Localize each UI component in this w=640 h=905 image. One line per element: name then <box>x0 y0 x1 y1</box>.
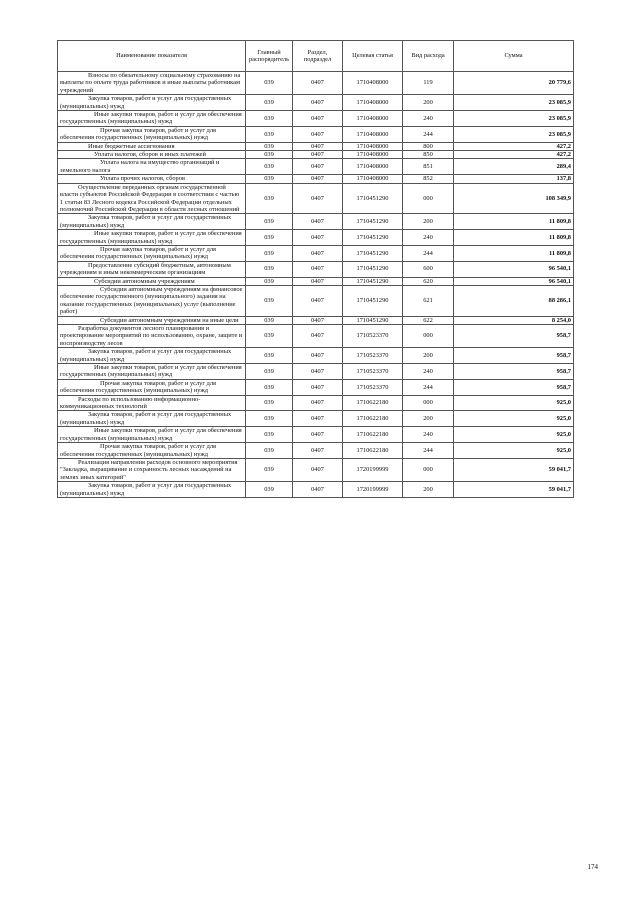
page-number: 174 <box>587 863 598 871</box>
cell-section: 0407 <box>293 261 343 277</box>
cell-exp-type: 240 <box>403 364 454 380</box>
cell-exp-type: 600 <box>403 261 454 277</box>
cell-exp-type: 000 <box>403 325 454 348</box>
cell-grbs: 039 <box>246 230 293 246</box>
cell-target: 1710622180 <box>343 443 403 459</box>
cell-name: Прочая закупка товаров, работ и услуг для обеспечения государственных (муниципальных) нужд <box>58 126 246 142</box>
cell-exp-type: 200 <box>403 95 454 111</box>
cell-target: 1710451290 <box>343 316 403 324</box>
cell-grbs: 039 <box>246 245 293 261</box>
cell-name: Реализация направления расходов основного мероприятия "Закладка, выращивание и сохранность лесных насаждений на землях иных категорий" <box>58 458 246 481</box>
cell-target: 1710408000 <box>343 151 403 159</box>
cell-exp-type: 000 <box>403 395 454 411</box>
cell-sum: 11 809,8 <box>454 245 574 261</box>
cell-grbs: 039 <box>246 151 293 159</box>
table-row <box>58 285 574 316</box>
cell-name: Осуществление переданных органам государственной власти субъектов Российской Федерации в соответствии с частью 1 статьи 83 Лесного кодекса Российской Федерации отдельных полномочий Российской Федерации в области лесных отношений <box>58 183 246 214</box>
header-exp-type: Вид расхода <box>403 41 454 72</box>
cell-grbs: 039 <box>246 348 293 364</box>
cell-grbs: 039 <box>246 214 293 230</box>
cell-exp-type: 850 <box>403 151 454 159</box>
cell-grbs: 039 <box>246 126 293 142</box>
cell-grbs: 039 <box>246 443 293 459</box>
cell-section: 0407 <box>293 482 343 498</box>
cell-section: 0407 <box>293 443 343 459</box>
header-section: Раздел, подраздел <box>293 41 343 72</box>
cell-grbs: 039 <box>246 183 293 214</box>
table-row <box>58 261 574 277</box>
cell-sum: 88 286,1 <box>454 285 574 316</box>
table-row <box>58 325 574 348</box>
cell-name: Расходы по использованию информационно-коммуникационных технологий <box>58 395 246 411</box>
cell-sum: 59 041,7 <box>454 482 574 498</box>
table-body <box>58 72 574 498</box>
table-row <box>58 364 574 380</box>
cell-grbs: 039 <box>246 159 293 175</box>
cell-section: 0407 <box>293 316 343 324</box>
cell-section: 0407 <box>293 126 343 142</box>
cell-sum: 958,7 <box>454 325 574 348</box>
cell-grbs: 039 <box>246 285 293 316</box>
cell-target: 1710451290 <box>343 245 403 261</box>
cell-target: 1720199999 <box>343 458 403 481</box>
cell-section: 0407 <box>293 277 343 285</box>
cell-sum: 427,2 <box>454 142 574 150</box>
cell-section: 0407 <box>293 285 343 316</box>
cell-target: 1710523370 <box>343 325 403 348</box>
table-row <box>58 151 574 159</box>
table-row <box>58 443 574 459</box>
cell-name: Иные закупки товаров, работ и услуг для обеспечения государственных (муниципальных) нужд <box>58 364 246 380</box>
cell-sum: 11 809,8 <box>454 214 574 230</box>
cell-name: Уплата прочих налогов, сборов <box>58 175 246 183</box>
cell-section: 0407 <box>293 230 343 246</box>
cell-name: Закупка товаров, работ и услуг для государственных (муниципальных) нужд <box>58 348 246 364</box>
cell-sum: 289,4 <box>454 159 574 175</box>
cell-target: 1710408000 <box>343 159 403 175</box>
cell-target: 1710523370 <box>343 364 403 380</box>
cell-grbs: 039 <box>246 427 293 443</box>
cell-grbs: 039 <box>246 482 293 498</box>
cell-sum: 958,7 <box>454 348 574 364</box>
cell-grbs: 039 <box>246 411 293 427</box>
cell-name: Взносы по обязательному социальному страхованию на выплаты по оплате труда работников и иные выплаты работникам учреждений <box>58 72 246 95</box>
cell-name: Закупка товаров, работ и услуг для государственных (муниципальных) нужд <box>58 411 246 427</box>
cell-exp-type: 800 <box>403 142 454 150</box>
table-row <box>58 277 574 285</box>
budget-table <box>57 40 574 498</box>
cell-sum: 925,0 <box>454 427 574 443</box>
cell-target: 1710451290 <box>343 277 403 285</box>
cell-name: Иные закупки товаров, работ и услуг для обеспечения государственных (муниципальных) нужд <box>58 230 246 246</box>
cell-grbs: 039 <box>246 395 293 411</box>
cell-exp-type: 851 <box>403 159 454 175</box>
table-row <box>58 348 574 364</box>
table-header-row <box>58 41 574 72</box>
cell-target: 1710408000 <box>343 126 403 142</box>
cell-grbs: 039 <box>246 142 293 150</box>
cell-sum: 108 349,9 <box>454 183 574 214</box>
cell-sum: 925,0 <box>454 395 574 411</box>
table-row <box>58 214 574 230</box>
cell-target: 1710622180 <box>343 427 403 443</box>
cell-name: Иные закупки товаров, работ и услуг для обеспечения государственных (муниципальных) нужд <box>58 427 246 443</box>
cell-target: 1710408000 <box>343 111 403 127</box>
cell-sum: 925,0 <box>454 443 574 459</box>
cell-target: 1710451290 <box>343 214 403 230</box>
cell-exp-type: 244 <box>403 245 454 261</box>
cell-section: 0407 <box>293 348 343 364</box>
cell-name: Субсидии автономным учреждениям <box>58 277 246 285</box>
cell-name: Предоставление субсидий бюджетным, автономным учреждениям и иным некоммерческим организациям <box>58 261 246 277</box>
cell-grbs: 039 <box>246 364 293 380</box>
cell-target: 1710523370 <box>343 379 403 395</box>
cell-section: 0407 <box>293 142 343 150</box>
cell-section: 0407 <box>293 458 343 481</box>
cell-name: Закупка товаров, работ и услуг для государственных (муниципальных) нужд <box>58 95 246 111</box>
cell-sum: 20 779,6 <box>454 72 574 95</box>
cell-name: Прочая закупка товаров, работ и услуг для обеспечения государственных (муниципальных) нужд <box>58 443 246 459</box>
header-sum: Сумма <box>454 41 574 72</box>
cell-section: 0407 <box>293 214 343 230</box>
cell-sum: 96 540,1 <box>454 277 574 285</box>
cell-name: Уплата налогов, сборов и иных платежей <box>58 151 246 159</box>
cell-name: Иные бюджетные ассигнования <box>58 142 246 150</box>
table-row <box>58 159 574 175</box>
cell-target: 1710523370 <box>343 348 403 364</box>
cell-name: Иные закупки товаров, работ и услуг для обеспечения государственных (муниципальных) нужд <box>58 111 246 127</box>
cell-exp-type: 240 <box>403 230 454 246</box>
cell-section: 0407 <box>293 427 343 443</box>
cell-sum: 23 085,9 <box>454 95 574 111</box>
cell-grbs: 039 <box>246 379 293 395</box>
table-row <box>58 175 574 183</box>
cell-grbs: 039 <box>246 458 293 481</box>
cell-section: 0407 <box>293 159 343 175</box>
cell-section: 0407 <box>293 364 343 380</box>
cell-sum: 96 540,1 <box>454 261 574 277</box>
cell-exp-type: 000 <box>403 458 454 481</box>
cell-target: 1710451290 <box>343 183 403 214</box>
cell-exp-type: 622 <box>403 316 454 324</box>
cell-sum: 137,8 <box>454 175 574 183</box>
cell-exp-type: 200 <box>403 214 454 230</box>
cell-grbs: 039 <box>246 175 293 183</box>
cell-name: Прочая закупка товаров, работ и услуг для обеспечения государственных (муниципальных) нужд <box>58 379 246 395</box>
cell-sum: 23 085,9 <box>454 111 574 127</box>
cell-grbs: 039 <box>246 72 293 95</box>
cell-name: Закупка товаров, работ и услуг для государственных (муниципальных) нужд <box>58 482 246 498</box>
table-row <box>58 72 574 95</box>
cell-section: 0407 <box>293 175 343 183</box>
cell-target: 1710451290 <box>343 261 403 277</box>
header-target: Целевая статья <box>343 41 403 72</box>
cell-section: 0407 <box>293 379 343 395</box>
cell-section: 0407 <box>293 245 343 261</box>
cell-name: Закупка товаров, работ и услуг для государственных (муниципальных) нужд <box>58 214 246 230</box>
table-row <box>58 126 574 142</box>
table-row <box>58 316 574 324</box>
cell-grbs: 039 <box>246 316 293 324</box>
table-row <box>58 142 574 150</box>
cell-name: Уплата налога на имущество организаций и земельного налога <box>58 159 246 175</box>
table-row <box>58 427 574 443</box>
cell-exp-type: 621 <box>403 285 454 316</box>
cell-sum: 958,7 <box>454 364 574 380</box>
cell-target: 1710622180 <box>343 411 403 427</box>
cell-sum: 59 041,7 <box>454 458 574 481</box>
table-row <box>58 379 574 395</box>
table-row <box>58 458 574 481</box>
cell-target: 1720199999 <box>343 482 403 498</box>
cell-target: 1710408000 <box>343 72 403 95</box>
cell-exp-type: 200 <box>403 411 454 427</box>
cell-target: 1710451290 <box>343 285 403 316</box>
cell-grbs: 039 <box>246 261 293 277</box>
table-row <box>58 95 574 111</box>
cell-sum: 11 809,8 <box>454 230 574 246</box>
cell-name: Разработка документов лесного планирования и проектирование мероприятий по использованию, охране, защите и воспроизводству лесов <box>58 325 246 348</box>
cell-target: 1710408000 <box>343 175 403 183</box>
cell-sum: 958,7 <box>454 379 574 395</box>
table-row <box>58 111 574 127</box>
cell-exp-type: 244 <box>403 443 454 459</box>
header-grbs: Главный распорядитель <box>246 41 293 72</box>
cell-section: 0407 <box>293 183 343 214</box>
cell-exp-type: 240 <box>403 111 454 127</box>
cell-target: 1710408000 <box>343 95 403 111</box>
cell-exp-type: 244 <box>403 379 454 395</box>
cell-section: 0407 <box>293 395 343 411</box>
cell-section: 0407 <box>293 411 343 427</box>
cell-exp-type: 000 <box>403 183 454 214</box>
cell-section: 0407 <box>293 111 343 127</box>
cell-exp-type: 200 <box>403 482 454 498</box>
cell-sum: 427,2 <box>454 151 574 159</box>
table-row <box>58 482 574 498</box>
cell-exp-type: 620 <box>403 277 454 285</box>
header-name: Наименование показателя <box>58 41 246 72</box>
cell-target: 1710622180 <box>343 395 403 411</box>
cell-target: 1710451290 <box>343 230 403 246</box>
cell-name: Прочая закупка товаров, работ и услуг для обеспечения государственных (муниципальных) нужд <box>58 245 246 261</box>
table-row <box>58 411 574 427</box>
table-row <box>58 245 574 261</box>
cell-exp-type: 852 <box>403 175 454 183</box>
table-row <box>58 230 574 246</box>
cell-grbs: 039 <box>246 277 293 285</box>
cell-sum: 8 254,0 <box>454 316 574 324</box>
cell-section: 0407 <box>293 72 343 95</box>
cell-exp-type: 119 <box>403 72 454 95</box>
cell-grbs: 039 <box>246 325 293 348</box>
cell-sum: 23 085,9 <box>454 126 574 142</box>
cell-sum: 925,0 <box>454 411 574 427</box>
cell-section: 0407 <box>293 151 343 159</box>
cell-exp-type: 240 <box>403 427 454 443</box>
cell-exp-type: 244 <box>403 126 454 142</box>
cell-grbs: 039 <box>246 95 293 111</box>
cell-target: 1710408000 <box>343 142 403 150</box>
cell-grbs: 039 <box>246 111 293 127</box>
cell-exp-type: 200 <box>403 348 454 364</box>
cell-section: 0407 <box>293 95 343 111</box>
table-row <box>58 183 574 214</box>
cell-section: 0407 <box>293 325 343 348</box>
cell-name: Субсидии автономным учреждениям на финансовое обеспечение государственного (муниципального) задания на оказание государственных (муниципальных) услуг (выполнение работ) <box>58 285 246 316</box>
cell-name: Субсидии автономным учреждениям на иные цели <box>58 316 246 324</box>
table-row <box>58 395 574 411</box>
